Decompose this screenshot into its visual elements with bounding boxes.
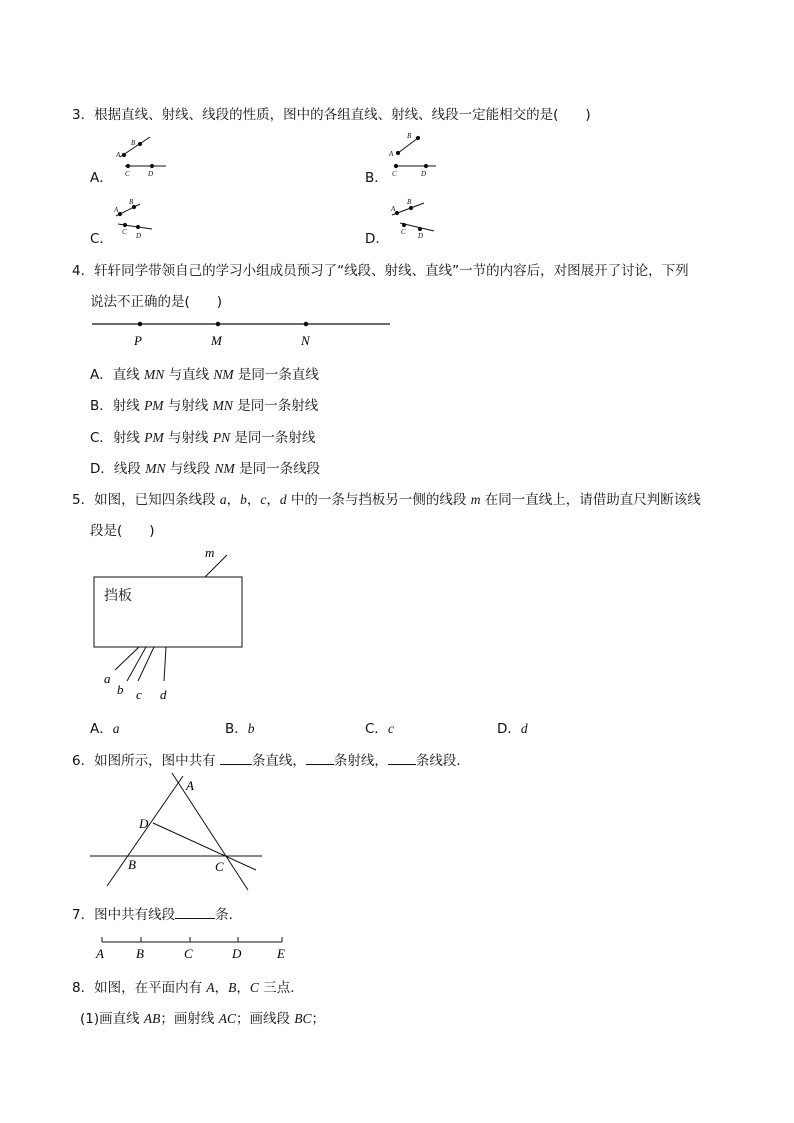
q3d-label-b: B <box>407 198 412 206</box>
q3a-label-b: B <box>131 139 136 147</box>
q3b-label-a: A <box>389 150 394 158</box>
q5-stem-line2: 段是( ) <box>90 523 155 539</box>
q8-stem: 8．如图，在平面内有 A，B，C 三点． <box>72 980 304 996</box>
q3a-label-d: D <box>148 170 154 178</box>
q4-option-c[interactable]: C．射线 PM 与射线 PN 是同一条射线 <box>90 430 316 446</box>
q6-label-c: C <box>215 859 224 874</box>
q5-stem-line1: 5．如图，已知四条线段 a，b，c，d 中的一条与挡板另一侧的线段 m 在同一直线上，请借助直尺判断该线 <box>72 492 701 508</box>
q3-stem-text: 根据直线、射线、线段的性质，图中的各组直线、射线、线段一定能相交的是( ) <box>94 107 591 123</box>
q7-stem: 7．图中共有线段 条． <box>72 907 243 923</box>
q5-number: 5． <box>72 492 95 508</box>
q3-option-a-label[interactable]: A． <box>90 170 113 186</box>
q3-option-c-label[interactable]: C． <box>90 231 113 247</box>
q3c-label-d: D <box>136 232 142 240</box>
q4-point-m: M <box>211 333 222 348</box>
q3b-label-b: B <box>407 132 412 140</box>
q7-label-b: B <box>136 946 144 961</box>
q6-number: 6． <box>72 753 95 769</box>
q3d-label-c: C <box>401 228 406 236</box>
q4-option-a[interactable]: A．直线 MN 与直线 NM 是同一条直线 <box>90 367 319 383</box>
q3d-label-a: A <box>391 205 396 213</box>
q7-label-e: E <box>277 946 285 961</box>
q4-option-b[interactable]: B．射线 PM 与射线 MN 是同一条射线 <box>90 398 319 414</box>
q6-stem: 6．如图所示，图中共有 条直线， 条射线， 条线段． <box>72 753 470 769</box>
q5-option-c[interactable]: C．c <box>365 721 394 737</box>
q5-option-b[interactable]: B．b <box>225 721 255 737</box>
q4-point-n: N <box>301 333 310 348</box>
q5-label-m: m <box>205 545 215 560</box>
q4-stem-line2: 说法不正确的是( ) <box>90 294 223 310</box>
q3a-label-a: A <box>116 151 121 159</box>
q4-point-p: P <box>134 333 142 348</box>
q4-number: 4． <box>72 263 95 279</box>
q5-board-label: 挡板 <box>104 588 132 604</box>
q5-option-d[interactable]: D．d <box>497 721 528 737</box>
q7-label-d: D <box>232 946 242 961</box>
q8-number: 8． <box>72 980 95 996</box>
q3-number: 3． <box>72 107 95 123</box>
q4-option-d[interactable]: D．线段 MN 与线段 NM 是同一条线段 <box>90 461 321 477</box>
q5-label-c: c <box>136 687 142 702</box>
q5-label-d: d <box>160 687 167 702</box>
q4-stem-line1: 4．轩轩同学带领自己的学习小组成员预习了“线段、射线、直线”一节的内容后，对图展开了讨论，下列 <box>72 263 689 279</box>
q7-label-a: A <box>96 946 104 961</box>
q6-label-d: D <box>139 816 149 831</box>
q3c-label-c: C <box>122 228 127 236</box>
q3-option-d-label[interactable]: D． <box>365 231 389 247</box>
q3d-label-d: D <box>418 232 424 240</box>
q8-subquestion-1: (1)画直线 AB；画射线 AC；画线段 BC； <box>80 1011 326 1027</box>
q3-option-b-label[interactable]: B． <box>365 170 388 186</box>
q5-label-a: a <box>104 671 111 686</box>
q6-label-b: B <box>128 857 136 872</box>
q7-number: 7． <box>72 907 95 923</box>
q3b-label-d: D <box>421 170 427 178</box>
q7-label-c: C <box>184 946 193 961</box>
q3c-label-b: B <box>129 198 134 206</box>
q3c-label-a: A <box>114 206 119 214</box>
q5-option-a[interactable]: A．a <box>90 721 120 737</box>
q5-label-b: b <box>117 682 124 697</box>
q3a-label-c: C <box>125 170 130 178</box>
q6-label-a: A <box>186 778 194 793</box>
q3b-label-c: C <box>392 170 397 178</box>
